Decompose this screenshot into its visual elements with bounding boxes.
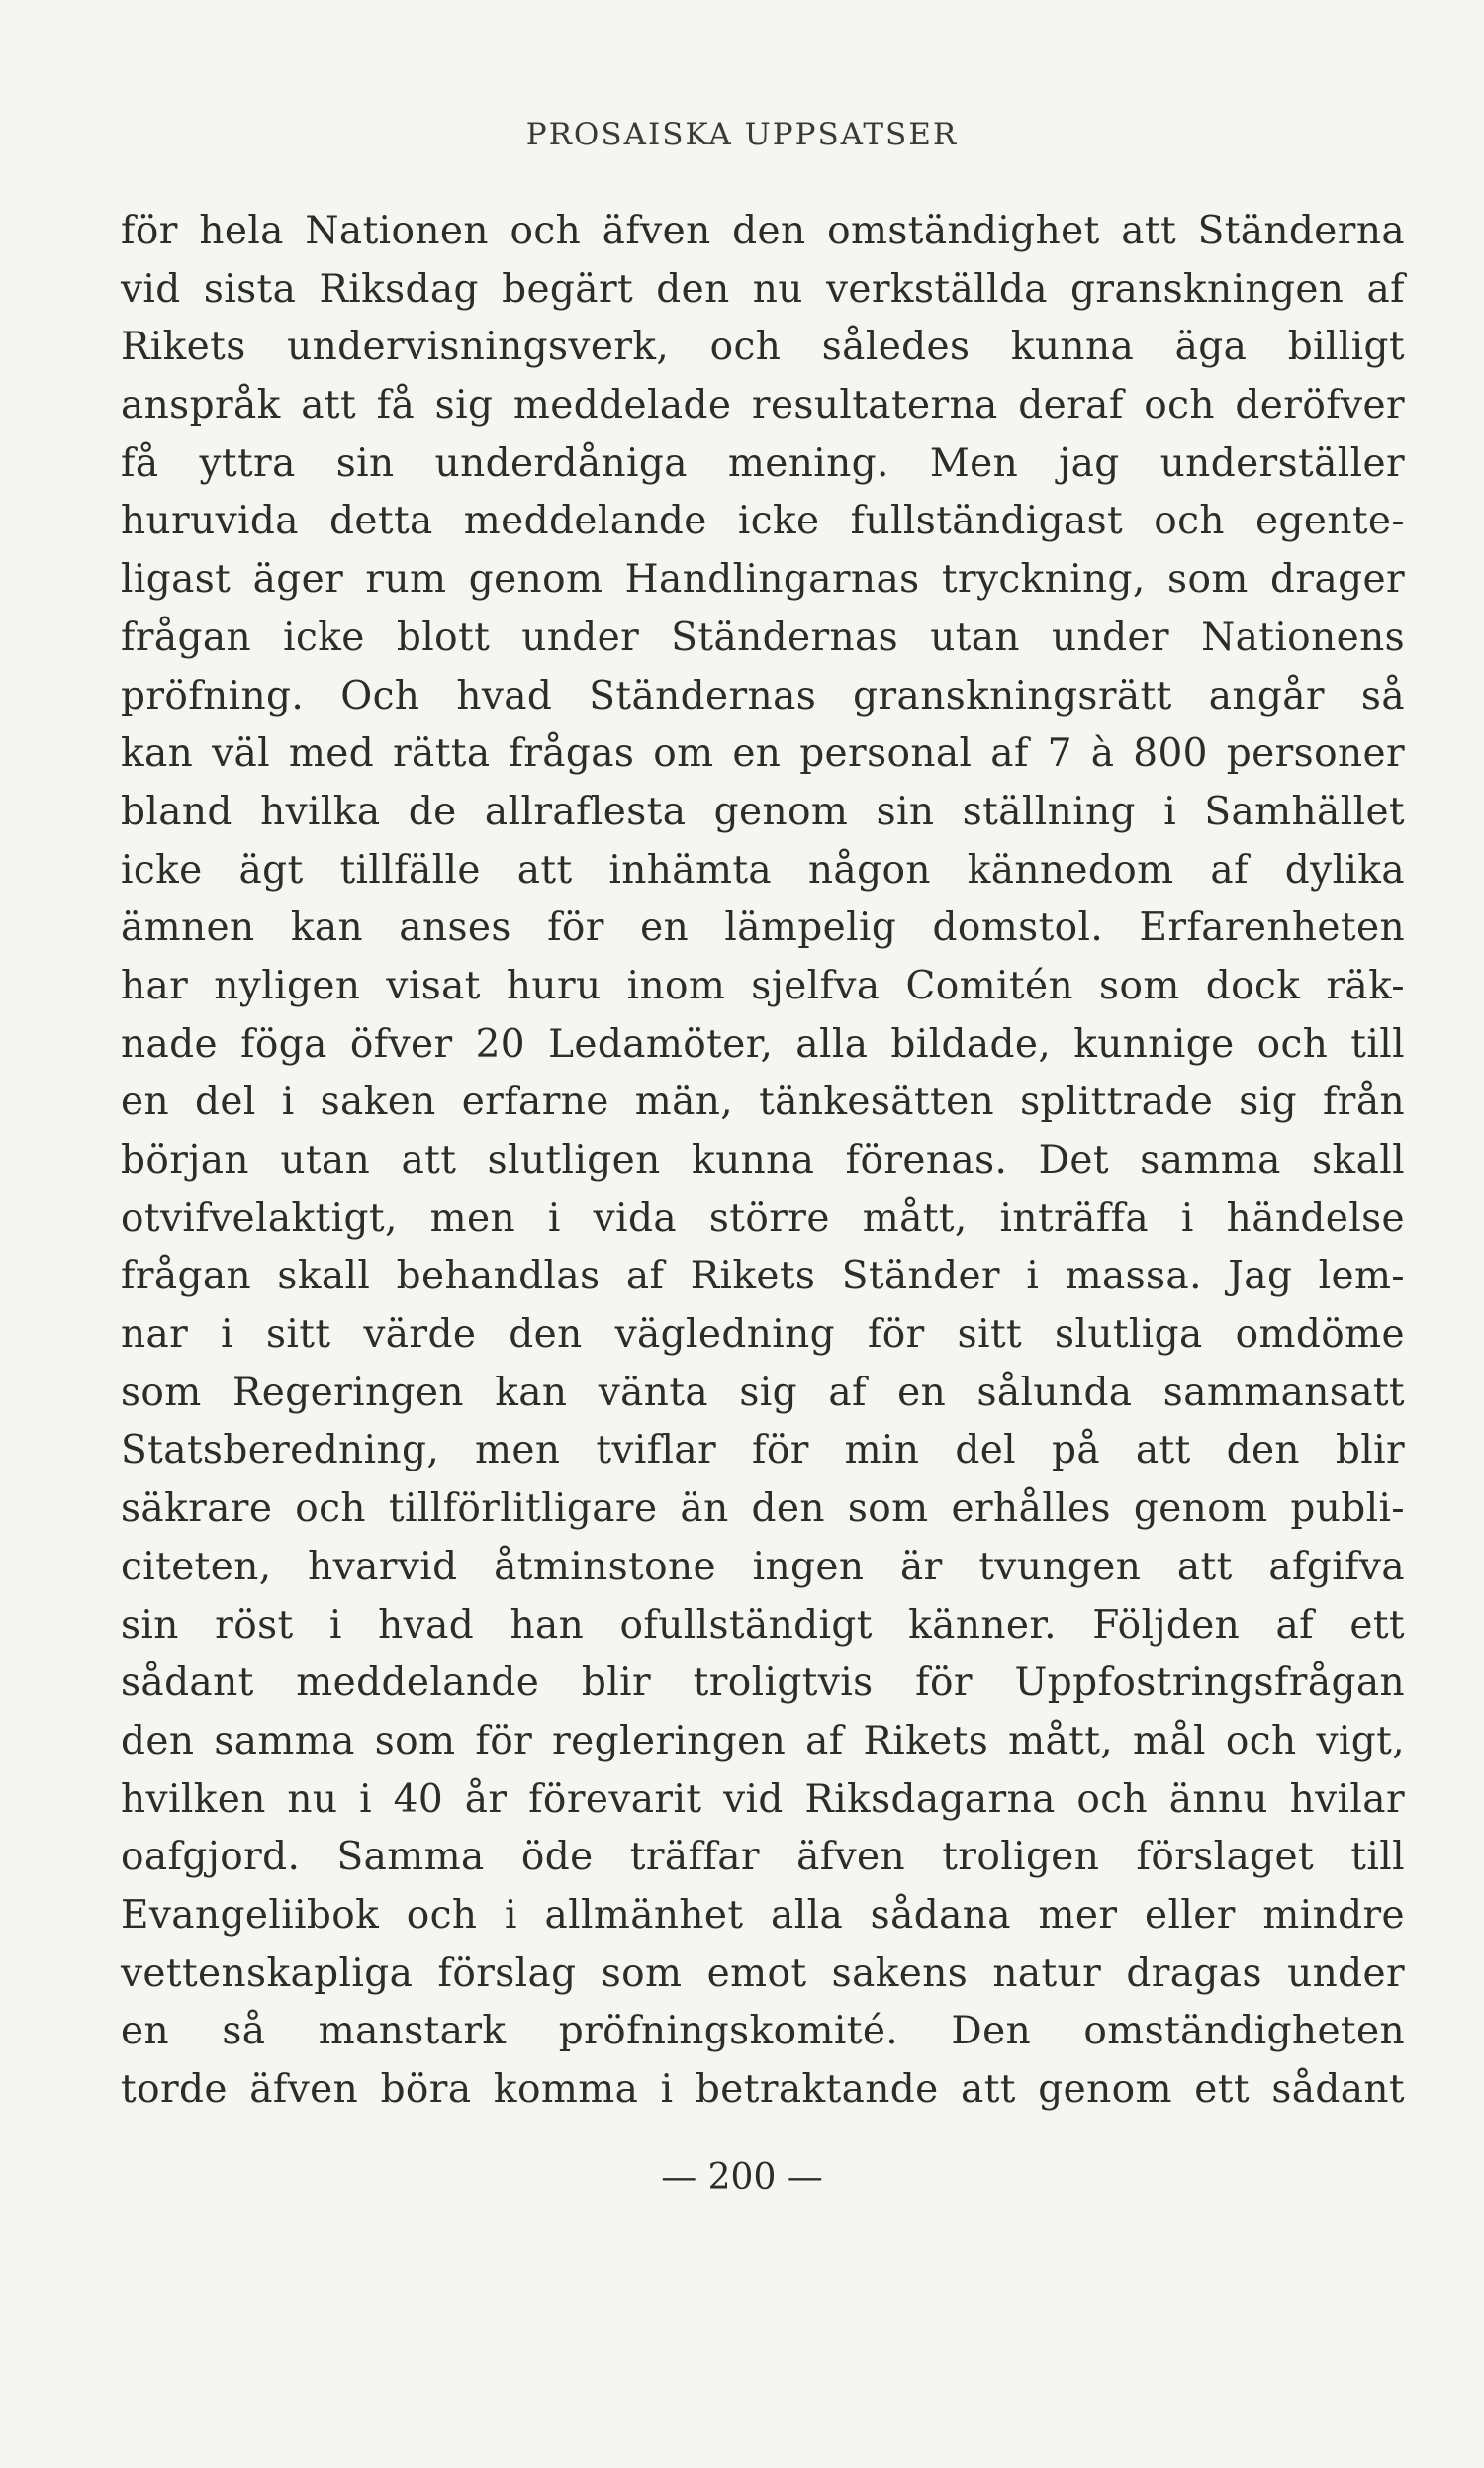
body-paragraph: [121, 203, 1405, 2120]
text-line: som Regeringen kan vänta sig af en sålunda sammansatt: [121, 1370, 1405, 1415]
text-line: för hela Nationen och äfven den omständighet att Ständerna: [121, 209, 1405, 253]
text-line: en del i saken erfarne män, tänkesätten splittrade sig från: [121, 1080, 1405, 1125]
text-line: sin röst i hvad han ofullständigt känner. Följden af ett: [121, 1602, 1405, 1648]
text-line: säkrare och tillförlitligare än den som erhålles genom publi-: [121, 1486, 1405, 1532]
text-line: ämnen kan anses för en lämpelig domstol. Erfarenheten: [121, 905, 1405, 951]
text-line: citeten, hvarvid åtminstone ingen är tvungen att afgifva: [121, 1544, 1405, 1589]
text-line: hvilken nu i 40 år förevarit vid Riksdagarna och ännu hvilar: [121, 1776, 1405, 1822]
text-line: bland hvilka de allraflesta genom sin ställning i Samhället: [121, 789, 1405, 834]
text-line: frågan icke blott under Ständernas utan under Nationens: [121, 615, 1405, 660]
text-line: nar i sitt värde den vägledning för sitt slutliga omdöme: [121, 1312, 1405, 1358]
running-title: PROSAISKA UPPSATSER: [525, 117, 959, 152]
text-line: vid sista Riksdag begärt den nu verkställda granskningen af: [121, 266, 1405, 312]
text-line: oafgjord. Samma öde träffar äfven troligen förslaget till: [121, 1835, 1405, 1880]
text-line: få yttra sin underdåniga mening. Men jag underställer: [121, 440, 1405, 486]
text-line: sådant meddelande blir troligtvis för Uppfostringsfrågan: [121, 1661, 1405, 1706]
text-line: har nyligen visat huru inom sjelfva Comitén som dock räk-: [121, 963, 1405, 1008]
text-line: icke ägt tillfälle att inhämta någon kännedom af dylika: [121, 847, 1405, 893]
text-line: kan väl med rätta frågas om en personal af 7 à 800 personer: [121, 731, 1405, 777]
text-line: Rikets undervisningsverk, och således kunna äga billigt: [121, 325, 1405, 370]
text-line: otvifvelaktigt, men i vida större mått, inträffa i händelse: [121, 1195, 1405, 1241]
text-line: ligast äger rum genom Handlingarnas tryckning, som drager: [121, 557, 1405, 603]
text-line: vettenskapliga förslag som emot sakens natur dragas under: [121, 1950, 1405, 1996]
text-line: torde äfven böra komma i betraktande att genom ett sådant: [121, 2067, 1405, 2112]
page-number: — 200 —: [661, 2157, 823, 2198]
text-line: pröfning. Och hvad Ständernas granskningsrätt angår så: [121, 673, 1405, 718]
text-line: början utan att slutligen kunna förenas. Det samma skall: [121, 1138, 1405, 1183]
text-line: anspråk att få sig meddelade resultaterna deraf och deröfver: [121, 383, 1405, 428]
text-line: Evangeliibok och i allmänhet alla sådana mer eller mindre: [121, 1892, 1405, 1938]
text-line: Statsberedning, men tviflar för min del på att den blir: [121, 1428, 1405, 1473]
text-line: huruvida detta meddelande icke fullständigast och egente-: [121, 499, 1405, 544]
text-line: frågan skall behandlas af Rikets Ständer i massa. Jag lem-: [121, 1254, 1405, 1299]
text-line: den samma som för regleringen af Rikets mått, mål och vigt,: [121, 1718, 1405, 1763]
text-line: nade föga öfver 20 Ledamöter, alla bildade, kunnige och till: [121, 1021, 1405, 1067]
text-line: en så manstark pröfningskomité. Den omständigheten: [121, 2009, 1405, 2054]
